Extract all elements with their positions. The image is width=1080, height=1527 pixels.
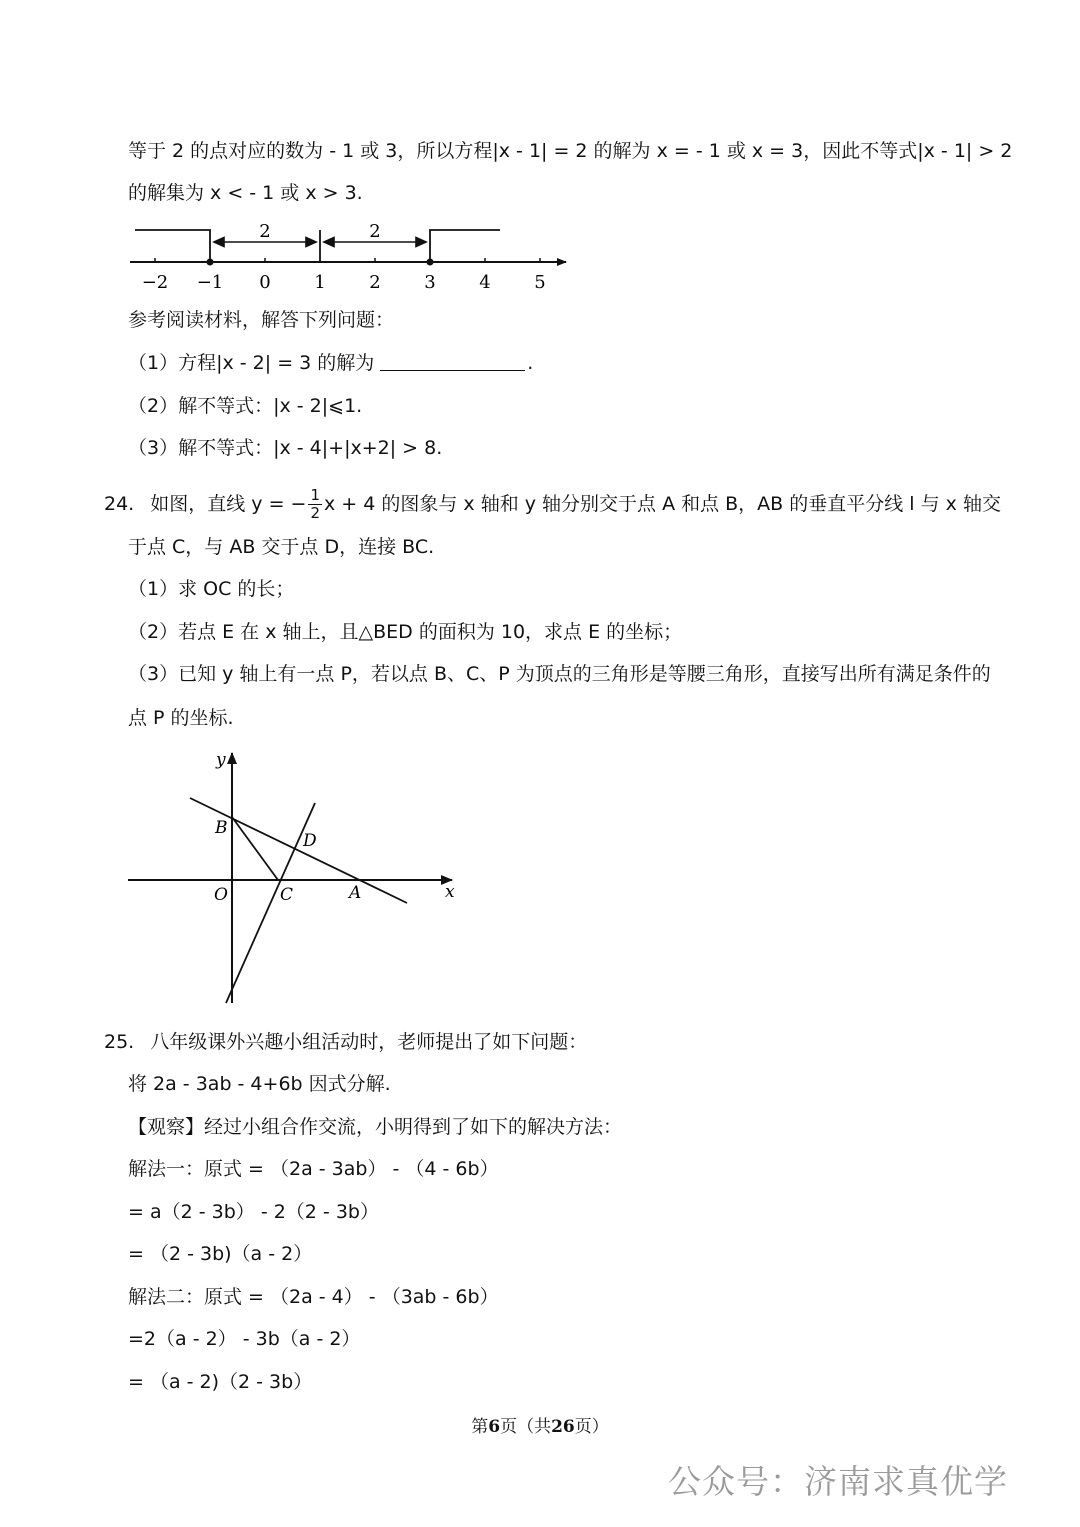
method-2-line-1: 解法二：原式 = （2a - 4） - （3ab - 6b） xyxy=(128,1286,499,1308)
q23-part-1-end: . xyxy=(527,352,534,374)
method-2-line-2: =2（a - 2） - 3b（a - 2） xyxy=(128,1328,361,1350)
q24-part-2: （2）若点 E 在 x 轴上，且△BED 的面积为 10，求点 E 的坐标； xyxy=(128,621,683,643)
tick-label: 3 xyxy=(424,272,436,293)
footer-post: 页） xyxy=(574,1417,609,1437)
coordinate-graph xyxy=(120,745,470,1010)
left-solution-bracket xyxy=(135,230,210,262)
q24-stem-a: 如图，直线 y = − xyxy=(150,493,307,515)
tick-label: −2 xyxy=(141,272,169,293)
label-y: y xyxy=(216,750,226,770)
q23-part-3: （3）解不等式：|x - 4|+|x+2| > 8. xyxy=(128,437,443,459)
total-pages: 26 xyxy=(551,1417,575,1437)
watermark: 公众号：济南求真优学 xyxy=(668,1462,1008,1501)
reading-line-1: 等于 2 的点对应的数为 - 1 或 3，所以方程|x - 1| = 2 的解为 x = - 1 或 x = 3，因此不等式|x - 1| > 2 xyxy=(128,140,1013,162)
q25-observe: 【观察】经过小组合作交流，小明得到了如下的解决方法： xyxy=(128,1116,623,1138)
method-1-line-1: 解法一：原式 = （2a - 3ab） - （4 - 6b） xyxy=(128,1158,499,1180)
tick-label: −1 xyxy=(196,272,224,293)
distance-label-left: 2 xyxy=(259,221,271,242)
footer-pre: 第 xyxy=(471,1417,489,1437)
q24-stem-line-2: 于点 C，与 AB 交于点 D，连接 BC. xyxy=(128,536,435,558)
fraction-numerator: 1 xyxy=(310,486,321,504)
q25-stem xyxy=(104,1029,587,1055)
label-c: C xyxy=(280,885,294,905)
tick-label: 5 xyxy=(534,272,546,293)
label-d: D xyxy=(303,831,317,851)
perpendicular-bisector-l xyxy=(226,803,315,1003)
q23-part-1-text: （1）方程|x - 2| = 3 的解为 xyxy=(128,352,375,374)
number-line-diagram xyxy=(120,218,580,298)
q25-task: 将 2a - 3ab - 4+6b 因式分解. xyxy=(128,1073,391,1095)
fraction-denominator: 2 xyxy=(310,504,321,522)
q23-part-2: （2）解不等式：|x - 2|⩽1. xyxy=(128,395,363,417)
page-footer xyxy=(0,1412,1080,1437)
method-1-line-3: = （2 - 3b)（a - 2） xyxy=(128,1243,313,1265)
q24-stem-line-1 xyxy=(104,487,1001,522)
q24-part-3-line-2: 点 P 的坐标. xyxy=(128,707,234,729)
tick-label: 1 xyxy=(314,272,326,293)
footer-mid: 页（共 xyxy=(500,1417,552,1437)
label-o: O xyxy=(214,885,228,905)
tick-label: 4 xyxy=(479,272,491,293)
fraction-one-half xyxy=(308,487,322,522)
q24-part-1: （1）求 OC 的长； xyxy=(128,578,295,600)
q23-intro: 参考阅读材料，解答下列问题： xyxy=(128,309,395,331)
distance-label-right: 2 xyxy=(369,221,381,242)
q24-part-3-line-1: （3）已知 y 轴上有一点 P，若以点 B、C、P 为顶点的三角形是等腰三角形，直接写出所有满足条件的 xyxy=(128,663,991,685)
answer-blank xyxy=(380,352,525,371)
method-1-line-2: = a（2 - 3b） - 2（2 - 3b） xyxy=(128,1201,379,1223)
tick-label: 0 xyxy=(259,272,271,293)
label-a: A xyxy=(349,883,362,903)
method-2-line-3: = （a - 2)（2 - 3b） xyxy=(128,1371,313,1393)
q25-stem-text: 八年级课外兴趣小组活动时，老师提出了如下问题： xyxy=(150,1031,588,1053)
q25-number: 25. xyxy=(104,1031,135,1053)
tick-label: 2 xyxy=(369,272,381,293)
q24-stem-b: x + 4 的图象与 x 轴和 y 轴分别交于点 A 和点 B，AB 的垂直平分线 l 与 x 轴交 xyxy=(324,493,1001,515)
current-page: 6 xyxy=(488,1417,501,1437)
label-b: B xyxy=(215,818,228,838)
right-solution-bracket xyxy=(430,230,500,262)
segment-bc xyxy=(232,817,278,880)
q24-number: 24. xyxy=(104,493,135,515)
q23-part-1 xyxy=(128,350,533,376)
label-x: x xyxy=(445,882,455,902)
reading-line-2: 的解集为 x < - 1 或 x > 3. xyxy=(128,182,363,204)
